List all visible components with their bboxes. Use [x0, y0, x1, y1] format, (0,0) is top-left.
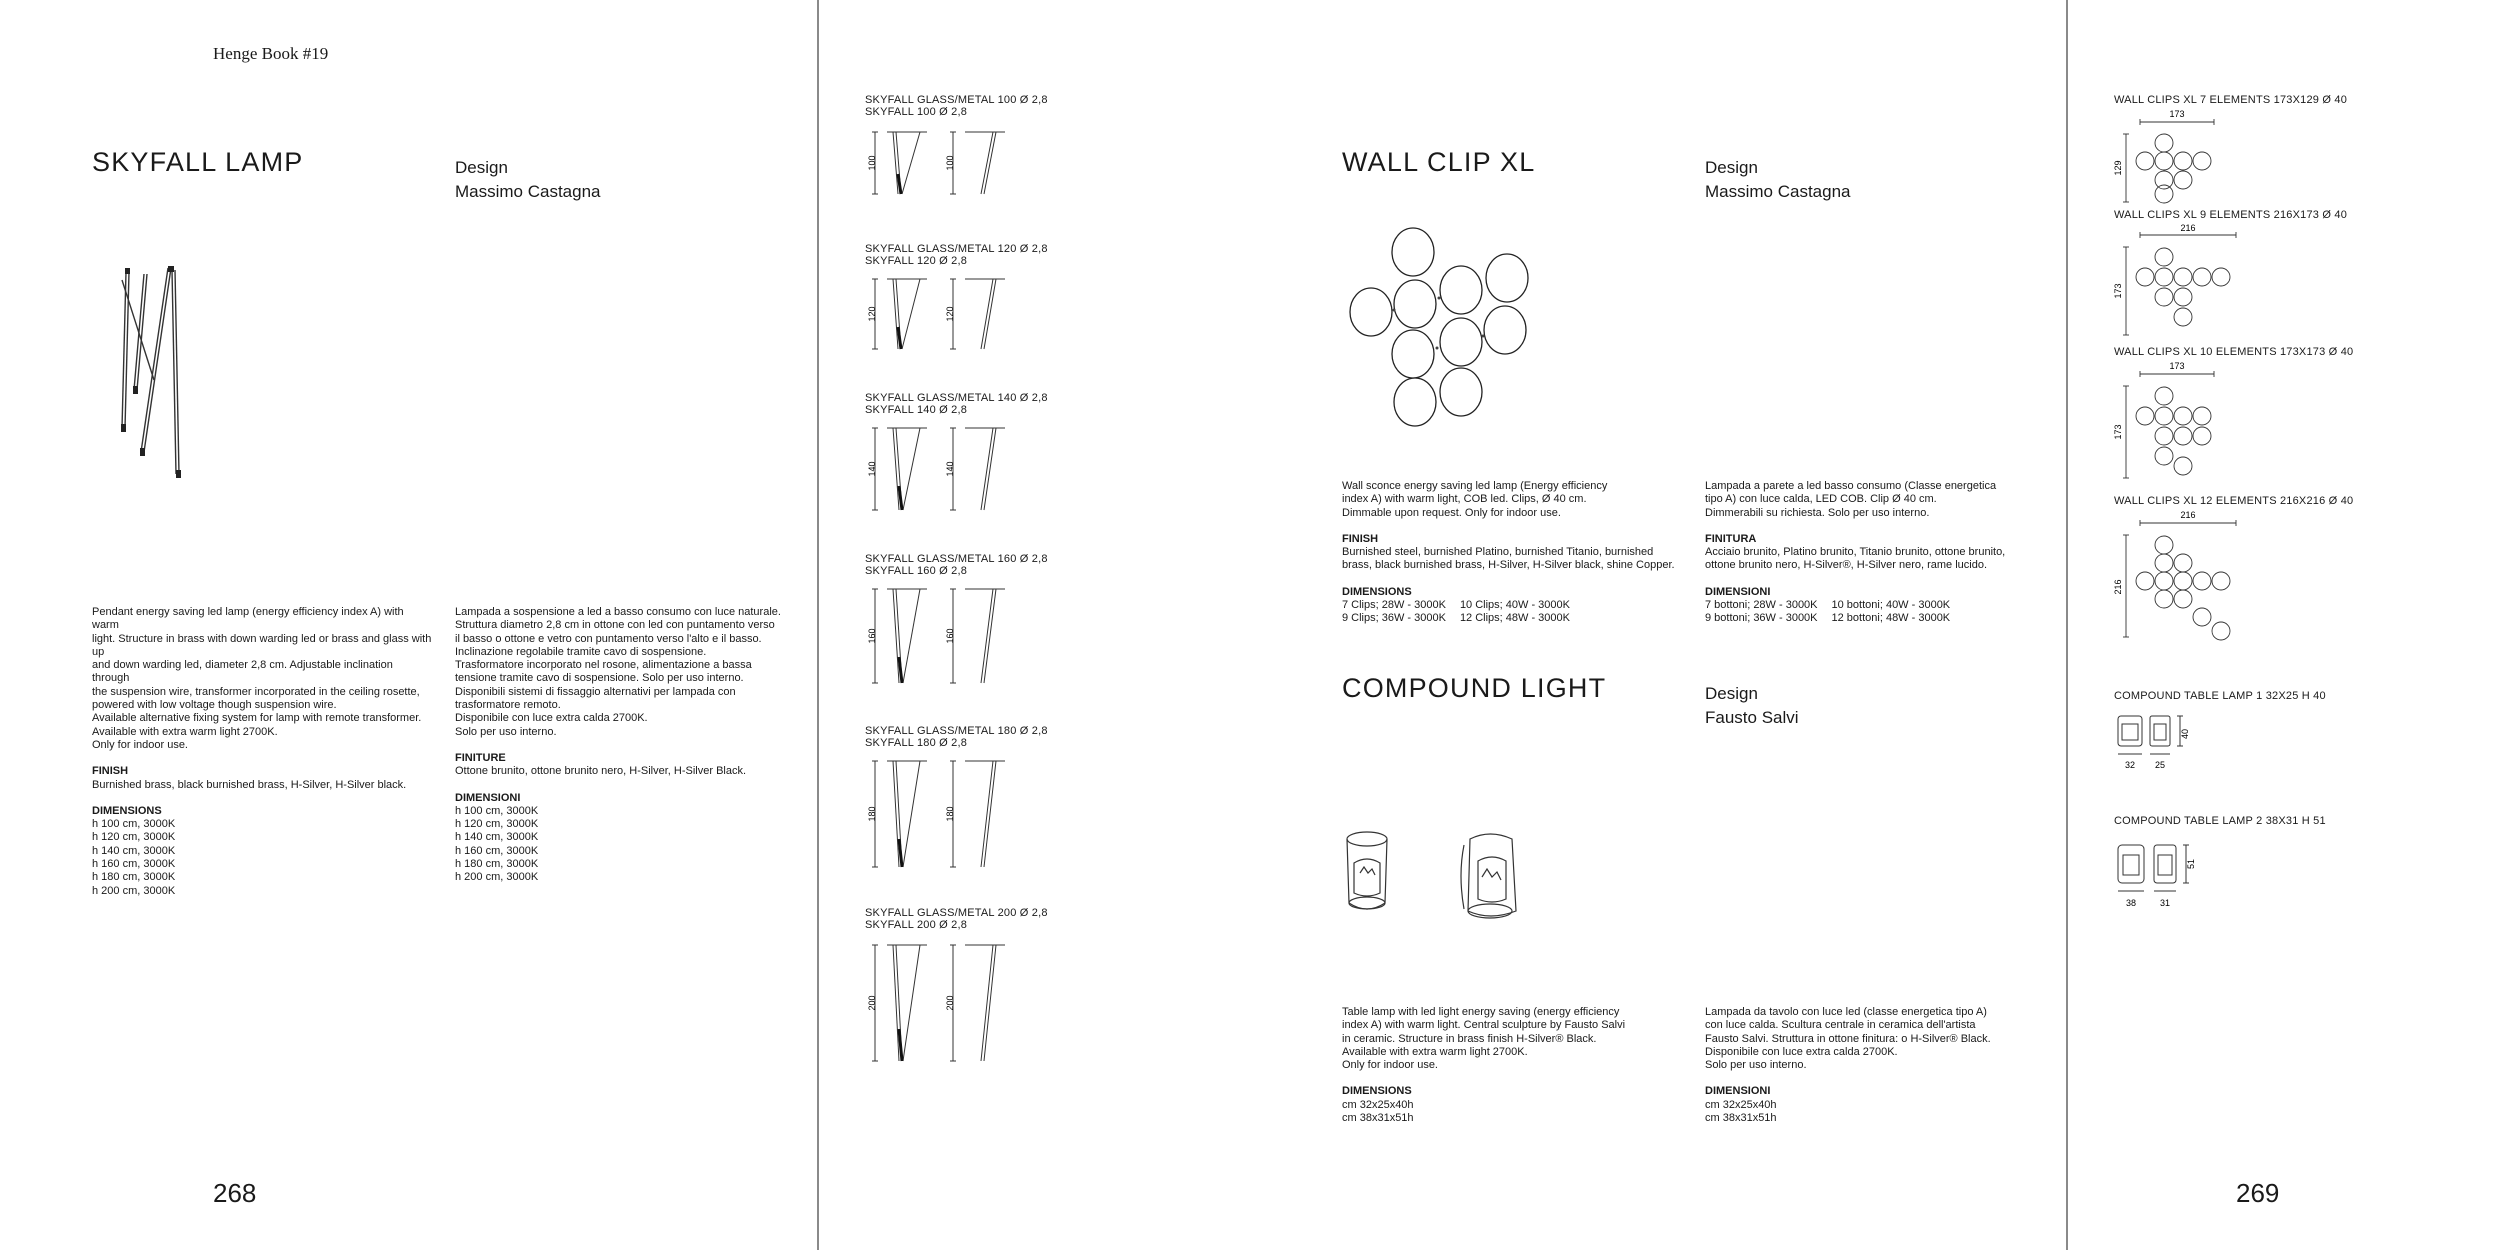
designer-name: Fausto Salvi — [1705, 708, 1799, 727]
column-divider — [2066, 0, 2068, 1250]
variant-label: SKYFALL 200 Ø 2,8 — [865, 919, 968, 931]
height-dim: 129 — [2114, 160, 2123, 176]
variant-label: SKYFALL GLASS/METAL 160 Ø 2,8 — [865, 553, 1048, 565]
height-dim: 100 — [945, 155, 955, 171]
wall-clip-illustration — [1335, 222, 1545, 432]
design-label: Design — [1705, 684, 1758, 703]
height-dim: 140 — [867, 461, 877, 477]
height-dim: 51 — [2186, 858, 2196, 870]
description-en: Wall sconce energy saving led lamp (Energy efficiency index A) with warm light, COB led. Clips, Ø 40 cm. Dimmable upon request. Only for indoor use. — [1342, 480, 1608, 519]
width-dim: 32 — [2124, 760, 2136, 770]
wall-clip-variant-drawing — [2114, 358, 2254, 482]
height-dim: 180 — [867, 806, 877, 822]
description-it: Lampada da tavolo con luce led (classe energetica tipo A) con luce calda. Scultura centrale in ceramica dell'artista Fausto Salvi. Struttura in ottone finitura: o H-Silver® Black. Disponibile con luce extra calda 2700K. Solo per uso interno. — [1705, 1006, 1991, 1072]
book-title: Henge Book #19 — [213, 44, 329, 63]
skyfall-variant-1 — [865, 243, 1048, 358]
height-dim: 40 — [2180, 728, 2190, 740]
variant-label: SKYFALL 120 Ø 2,8 — [865, 255, 968, 267]
variant-label: COMPOUND TABLE LAMP 1 32X25 H 40 — [2114, 690, 2326, 702]
dimensions-col: 7 bottoni; 28W - 3000K 9 bottoni; 36W - 3000K — [1705, 599, 1818, 625]
height-dim: 140 — [945, 461, 955, 477]
skyfall-variant-drawing — [865, 931, 1045, 1067]
wall-clip-variant-0 — [2114, 94, 2347, 211]
compound-variant-drawing — [2114, 827, 2254, 917]
skyfall-variant-3 — [865, 553, 1048, 694]
skyfall-variant-2 — [865, 392, 1048, 521]
variant-label: WALL CLIPS XL 12 ELEMENTS 216X216 Ø 40 — [2114, 495, 2354, 507]
skyfall-text-en — [92, 606, 432, 898]
finish-text: Ottone brunito, ottone brunito nero, H-Silver, H-Silver Black. — [455, 765, 747, 778]
page-number-left: 268 — [213, 1178, 257, 1208]
skyfall-variant-drawing — [865, 749, 1045, 873]
compound-design-block — [1705, 682, 1799, 730]
skyfall-variant-drawing — [865, 577, 1045, 689]
skyfall-lamp-illustration — [110, 260, 190, 480]
description-en: Pendant energy saving led lamp (energy efficiency index A) with warm light. Structure in brass with down warding led or brass and glass with up and down warding led, diameter 2,8 cm. Adjustable inclination through the suspension wire, transformer incorporated in the ceiling rosette, powered with low voltage though suspension wire. Available alternative fixing system for lamp with remote transformer. Available with extra warm light 2700K. Only for indoor use. — [92, 606, 432, 751]
dimensions-heading: DIMENSIONS — [1342, 1085, 1412, 1098]
dimensions-heading: DIMENSIONI — [455, 791, 521, 804]
height-dim: 100 — [867, 155, 877, 171]
finish-heading: FINITURE — [455, 751, 506, 764]
compound-text-it — [1705, 1006, 2065, 1125]
wall-clip-title: WALL CLIP XL — [1342, 147, 1536, 177]
compound-text-en — [1342, 1006, 1702, 1125]
page-gutter-divider — [817, 0, 819, 1250]
designer-name: Massimo Castagna — [455, 182, 601, 201]
description-it: Lampada a parete a led basso consumo (Classe energetica tipo A) con luce calda, LED COB. Clip Ø 40 cm. Dimmerabili su richiesta. Solo per uso interno. — [1705, 480, 1997, 519]
wall-clip-variant-2 — [2114, 346, 2353, 487]
height-dim: 200 — [867, 995, 877, 1011]
variant-label: SKYFALL GLASS/METAL 180 Ø 2,8 — [865, 725, 1048, 737]
designer-name: Massimo Castagna — [1705, 182, 1851, 201]
design-label: Design — [455, 158, 508, 177]
depth-dim: 31 — [2159, 898, 2171, 908]
wall-clip-variant-drawing — [2114, 221, 2254, 339]
wall-clip-variant-drawing — [2114, 507, 2254, 643]
dimensions-col: 10 Clips; 40W - 3000K 12 Clips; 48W - 3000K — [1459, 599, 1570, 625]
wall-clip-variant-drawing — [2114, 106, 2254, 206]
width-dim: 216 — [2180, 223, 2196, 233]
finish-text: Acciaio brunito, Platino brunito, Titanio brunito, ottone brunito, ottone brunito nero, H-Silver®, H-Silver nero, rame lucido. — [1705, 546, 2006, 572]
dimensions-list — [1705, 599, 2065, 626]
skyfall-variant-drawing — [865, 416, 1045, 516]
compound-variant-1 — [2114, 815, 2326, 922]
dimensions-heading: DIMENSIONS — [92, 804, 162, 817]
height-dim: 180 — [945, 806, 955, 822]
dimensions-heading: DIMENSIONI — [1705, 1085, 1771, 1098]
dimensions-list — [1342, 599, 1702, 626]
description-en: Table lamp with led light energy saving (energy efficiency index A) with warm light. Central sculpture by Fausto Salvi in ceramic. Structure in brass finish H-Silver® Black. Available with extra warm light 2700K. Only for indoor use. — [1342, 1006, 1626, 1072]
finish-heading: FINISH — [92, 765, 129, 778]
height-dim: 173 — [2114, 283, 2123, 299]
wall-clip-design-block — [1705, 156, 1851, 204]
variant-label: COMPOUND TABLE LAMP 2 38X31 H 51 — [2114, 815, 2326, 827]
dimensions-heading: DIMENSIONS — [1342, 585, 1412, 598]
skyfall-title: SKYFALL LAMP — [92, 147, 304, 177]
skyfall-variant-drawing — [865, 118, 1045, 198]
height-dim: 120 — [867, 306, 877, 322]
wall-clip-text-it — [1705, 480, 2065, 626]
variant-label: WALL CLIPS XL 7 ELEMENTS 173X129 Ø 40 — [2114, 94, 2348, 106]
width-dim: 173 — [2169, 361, 2185, 371]
finish-heading: FINITURA — [1705, 532, 1757, 545]
skyfall-text-it — [455, 606, 795, 885]
width-dim: 216 — [2180, 510, 2196, 520]
finish-text: Burnished steel, burnished Platino, burnished Titanio, burnished brass, black burnished brass, H-Silver, H-Silver black, shine Copper. — [1342, 546, 1675, 572]
skyfall-variant-drawing — [865, 267, 1045, 353]
finish-text: Burnished brass, black burnished brass, H-Silver, H-Silver black. — [92, 778, 407, 791]
dimensions-heading: DIMENSIONI — [1705, 585, 1771, 598]
height-dim: 173 — [2114, 424, 2123, 440]
dimensions-list: cm 32x25x40h cm 38x31x51h — [1342, 1098, 1414, 1125]
dimensions-col: 10 bottoni; 40W - 3000K 12 bottoni; 48W - 3000K — [1831, 599, 1951, 625]
wall-clip-variant-3 — [2114, 495, 2353, 648]
wall-clip-text-en — [1342, 480, 1702, 626]
design-label: Design — [1705, 158, 1758, 177]
height-dim: 120 — [945, 306, 955, 322]
height-dim: 160 — [945, 628, 955, 644]
compound-title: COMPOUND LIGHT — [1342, 673, 1607, 703]
width-dim: 173 — [2169, 109, 2185, 119]
dimensions-col: 7 Clips; 28W - 3000K 9 Clips; 36W - 3000K — [1342, 599, 1446, 625]
skyfall-design-block — [455, 156, 601, 204]
page-number-right: 269 — [2236, 1178, 2280, 1208]
height-dim: 200 — [945, 995, 955, 1011]
variant-label: SKYFALL GLASS/METAL 100 Ø 2,8 — [865, 94, 1048, 106]
dimensions-list: cm 32x25x40h cm 38x31x51h — [1705, 1098, 1777, 1125]
compound-variant-drawing — [2114, 702, 2254, 778]
variant-label: SKYFALL 100 Ø 2,8 — [865, 106, 968, 118]
variant-label: SKYFALL GLASS/METAL 140 Ø 2,8 — [865, 392, 1048, 404]
height-dim: 160 — [867, 628, 877, 644]
variant-label: SKYFALL GLASS/METAL 120 Ø 2,8 — [865, 243, 1048, 255]
description-it: Lampada a sospensione a led a basso consumo con luce naturale. Struttura diametro 2,8 cm in ottone con led con puntamento verso il basso o ottone e vetro con puntamento verso l'alto e il basso. Inclinazione regolabile tramite cavo di sospensione. Trasformatore incorporato nel rosone, alimentazione a bassa tensione tramite cavo di sospensione. Solo per uso interno. Disponibili sistemi di fissaggio alternativi per lampada con trasformatore remoto. Disponibile con luce extra calda 2700K. Solo per uso interno. — [455, 606, 781, 738]
compound-variant-0 — [2114, 690, 2326, 783]
variant-label: WALL CLIPS XL 10 ELEMENTS 173X173 Ø 40 — [2114, 346, 2354, 358]
width-dim: 38 — [2125, 898, 2137, 908]
finish-heading: FINISH — [1342, 532, 1379, 545]
depth-dim: 25 — [2154, 760, 2166, 770]
skyfall-variant-4 — [865, 725, 1048, 878]
dimensions-list: h 100 cm, 3000K h 120 cm, 3000K h 140 cm, 3000K h 160 cm, 3000K h 180 cm, 3000K h 200 cm, 3000K — [455, 804, 539, 884]
variant-label: SKYFALL GLASS/METAL 200 Ø 2,8 — [865, 907, 1048, 919]
height-dim: 216 — [2114, 579, 2123, 595]
dimensions-list: h 100 cm, 3000K h 120 cm, 3000K h 140 cm, 3000K h 160 cm, 3000K h 180 cm, 3000K h 200 cm, 3000K — [92, 818, 176, 897]
skyfall-variant-5 — [865, 907, 1048, 1072]
variant-label: WALL CLIPS XL 9 ELEMENTS 216X173 Ø 40 — [2114, 209, 2348, 221]
wall-clip-variant-1 — [2114, 209, 2347, 344]
variant-label: SKYFALL 160 Ø 2,8 — [865, 565, 968, 577]
compound-lamp-illustration — [1340, 825, 1530, 925]
skyfall-variant-0 — [865, 94, 1048, 203]
variant-label: SKYFALL 140 Ø 2,8 — [865, 404, 968, 416]
variant-label: SKYFALL 180 Ø 2,8 — [865, 737, 968, 749]
